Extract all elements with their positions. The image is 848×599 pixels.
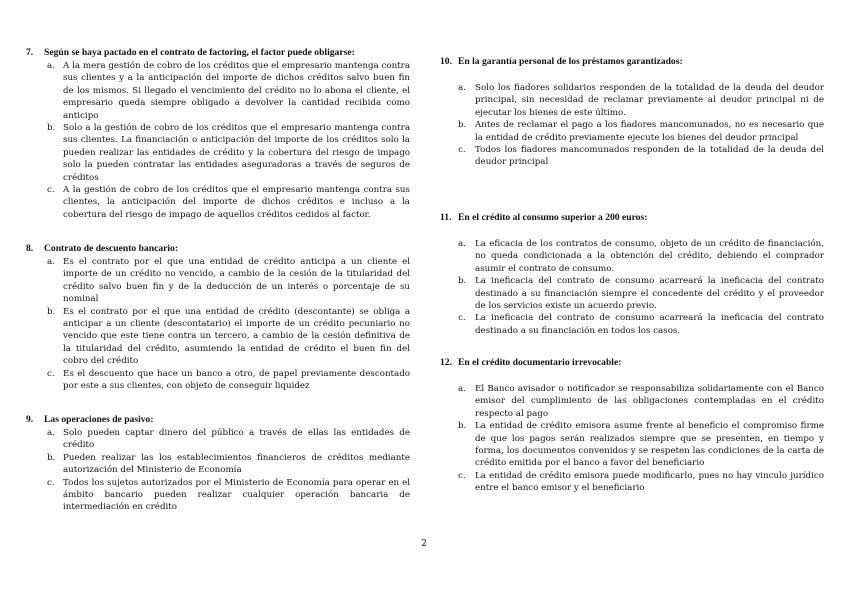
question-text: Las operaciones de pasivo: xyxy=(44,414,154,425)
option-letter: b. xyxy=(47,452,56,463)
options-list xyxy=(26,427,410,514)
option-text: El Banco avisador o notificador se responsabiliza solidariamente con el Banco emisor del cumplimiento de las obligaciones contempladas en el crédito respecto al pago xyxy=(475,384,824,419)
question-title xyxy=(26,414,410,426)
option-letter: c. xyxy=(458,313,466,324)
option-a xyxy=(440,82,824,119)
option-text: La ineficacia del contrato de consumo acarreará la ineficacia del contrato destinado a su financiación en todos los casos. xyxy=(475,313,824,336)
option-b xyxy=(440,420,824,470)
question-text: Según se haya pactado en el contrato de factoring, el factor puede obligarse: xyxy=(44,47,355,58)
option-b xyxy=(440,119,824,144)
question-number: 10. xyxy=(440,56,452,67)
option-a xyxy=(26,60,410,122)
question-number: 7. xyxy=(26,47,34,58)
question-number: 8. xyxy=(26,243,34,254)
question-12 xyxy=(440,357,824,495)
question-title xyxy=(440,357,824,369)
option-letter: b. xyxy=(458,421,467,432)
option-text: A la gestión de cobro de los créditos que el empresario mantenga contra sus clientes, la anticipación del importe de dichos créditos e incluso a la cobertura del riesgo de impago de aquellos créditos cedidos al factor. xyxy=(63,185,410,220)
question-number: 9. xyxy=(26,414,34,425)
option-text: La entidad de crédito emisora puede modificarlo, pues no hay vinculo jurídico entre el banco emisor y el beneficiario xyxy=(475,470,824,494)
option-text: Todos los fiadores mancomunados responden de la totalidad de la deuda del deudor principal xyxy=(475,145,824,168)
option-letter: b. xyxy=(47,123,56,134)
question-title xyxy=(26,243,410,255)
option-text: Pueden realizar las los establecimientos financieros de créditos mediante autorización del Ministerio de Economía xyxy=(63,452,410,476)
option-c xyxy=(440,312,824,337)
question-text: Contrato de descuento bancario: xyxy=(44,243,179,254)
options-list xyxy=(440,383,824,495)
option-text: Solo a la gestión de cobro de los créditos que el empresario mantenga contra sus clientes. La financiación o anticipación del importe de los créditos solo la pueden realizar las entidades de crédito y la cobertura del riesgo de impago solo la pueden contratar las entidades aseguradoras a través de seguros de créditos xyxy=(63,123,410,183)
option-c xyxy=(440,470,824,495)
question-number: 11. xyxy=(440,212,452,223)
option-letter: a. xyxy=(458,83,466,93)
option-letter: c. xyxy=(47,477,55,488)
option-letter: a. xyxy=(458,384,466,394)
option-letter: b. xyxy=(458,120,467,131)
question-title xyxy=(440,56,824,68)
question-9 xyxy=(26,414,410,514)
option-a xyxy=(440,238,824,275)
option-text: A la mera gestión de cobro de los créditos que el empresario mantenga contra sus clientes y a la anticipación del importe de dichos créditos salvo buen fin de los mismos. Si llegado el vencimiento del crédito no lo abona el cliente, el empresario queda siempre obligado a devolver la cantidad recibida como anticipo xyxy=(63,61,410,121)
option-c xyxy=(26,477,410,514)
options-list xyxy=(26,256,410,392)
option-a xyxy=(26,427,410,452)
question-10 xyxy=(440,56,824,169)
question-text: En el crédito al consumo superior a 200 euros: xyxy=(458,212,648,223)
option-text: La ineficacia del contrato de consumo acarreará la ineficacia del contrato destinado a su financiación siempre el concedente del crédito y el proveedor de los servicios existe un acuerdo previo. xyxy=(475,276,824,312)
option-text: Todos los sujetos autorizados por el Ministerio de Economía para operar en el ámbito bancario pueden realizar cualquier operación bancaria de intermediación en crédito xyxy=(63,477,410,513)
option-text: Solo los fiadores solidarios responden de la totalidad de la deuda del deudor principal, sin necesidad de reclamar previamente al deudor principal ni de ejecutar los bienes de este último. xyxy=(475,83,824,118)
option-c xyxy=(26,184,410,221)
option-c xyxy=(26,368,410,393)
question-title xyxy=(26,47,410,59)
options-list xyxy=(26,60,410,221)
option-letter: a. xyxy=(47,257,55,267)
question-text: En la garantía personal de los préstamos garantizados: xyxy=(458,56,683,67)
option-letter: c. xyxy=(458,470,466,481)
option-text: Antes de reclamar el pago a los fiadores mancomunados, no es necesario que la entidad de crédito previamente ejecute los bienes del deudor principal xyxy=(475,120,824,143)
option-letter: c. xyxy=(47,185,55,196)
options-list xyxy=(440,82,824,169)
option-letter: b. xyxy=(47,306,56,317)
question-title xyxy=(440,212,824,224)
option-text: Es el descuento que hace un banco a otro, de papel previamente descontado por este a sus clientes, con objeto de conseguir liquidez xyxy=(63,368,410,392)
option-letter: a. xyxy=(47,428,55,438)
option-c xyxy=(440,144,824,169)
option-text: Es el contrato por el que una entidad de crédito anticipa a un cliente el importe de un crédito no vencido, a cambio de la cesión de la titularidad del crédito salvo buen fin y de la deducción de un interés o porcentaje de su nominal xyxy=(63,257,410,305)
option-a xyxy=(26,256,410,306)
option-b xyxy=(26,306,410,368)
option-b xyxy=(26,122,410,184)
option-text: Es el contrato por el que una entidad de crédito (descontante) se obliga a anticipar a un cliente (descontatario) el importe de un crédito pecuniario no vencido que este tiene contra un tercero, a cambio de la cesión definitiva de la titularidad del crédito, asumiendo la entidad de crédito el buen fin del cobro del crédito xyxy=(63,306,410,367)
option-letter: a. xyxy=(458,239,466,249)
question-7 xyxy=(26,47,410,221)
options-list xyxy=(440,238,824,337)
option-text: Solo pueden captar dinero del público a través de ellas las entidades de crédito xyxy=(63,428,410,451)
option-letter: a. xyxy=(47,61,55,71)
page-number: 2 xyxy=(421,539,427,549)
question-8 xyxy=(26,243,410,392)
option-b xyxy=(440,275,824,312)
option-letter: c. xyxy=(458,145,466,156)
question-number: 12. xyxy=(440,357,452,368)
question-text: En el crédito documentario irrevocable: xyxy=(458,357,622,368)
option-a xyxy=(440,383,824,420)
option-text: La eficacia de los contratos de consumo, objeto de un crédito de financiación, no queda condicionada a la obtención del crédito, debiendo el comprador asumir el contrato de consumo. xyxy=(475,239,824,274)
question-11 xyxy=(440,212,824,337)
option-letter: b. xyxy=(458,276,467,287)
option-b xyxy=(26,452,410,477)
option-text: La entidad de crédito emisora asume frente al beneficio el compromiso firme de que los pagos serán realizados siempre que se presenten, en tiempo y forma, los documentos convenidos y se respeten las condiciones de la carta de crédito emitida por el banco a favor del beneficiario xyxy=(475,421,824,469)
option-letter: c. xyxy=(47,368,55,379)
